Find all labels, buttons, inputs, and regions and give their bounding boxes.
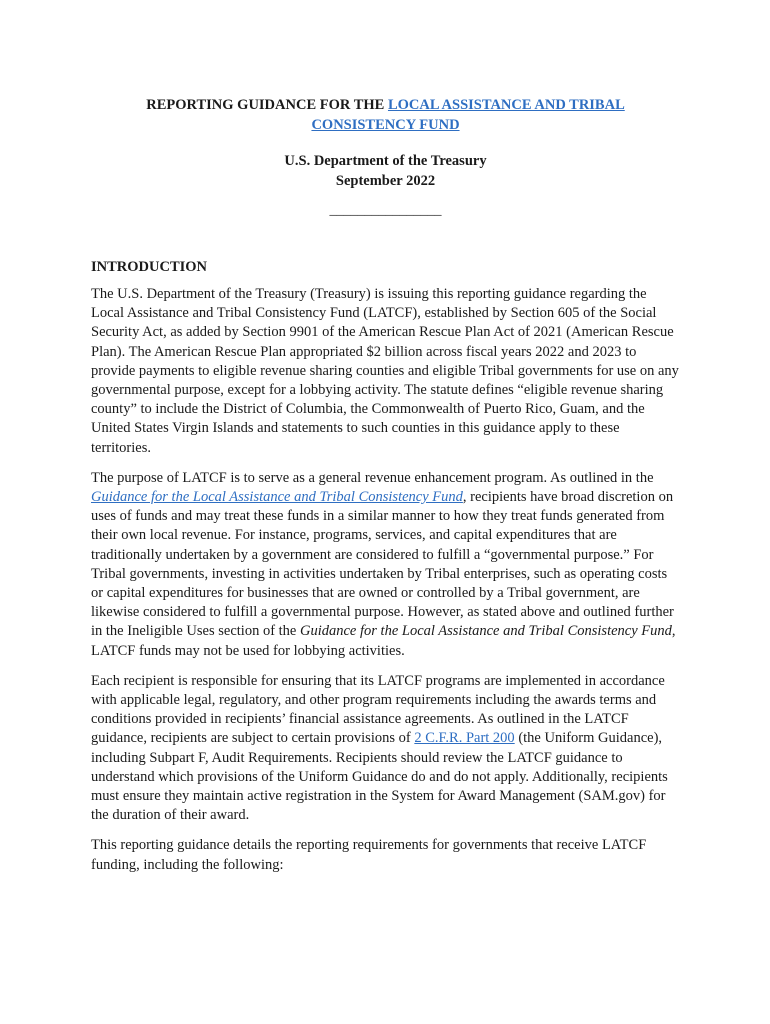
latcf-title-link-continued[interactable]: CONSISTENCY FUND bbox=[311, 117, 460, 133]
document-subtitle bbox=[91, 151, 680, 191]
p3-text-end: (the Uniform Guidance), including Subpart F, Audit Requirements. Recipients should review the LATCF guidance to understand which provisions of the Uniform Guidance do and do not apply. Additionally, recipients must ensure they maintain active registration in the System for Award Management (SAM.gov) for the duration of their award. bbox=[91, 730, 668, 824]
introduction-heading: INTRODUCTION bbox=[91, 259, 208, 275]
department-name: U.S. Department of the Treasury bbox=[284, 153, 487, 169]
p2-text-middle: , recipients have broad discretion on uses of funds and may treat these funds in a similar manner to how they treat funds generated from their own local revenue. For instance, programs, services, and capital expenditures that are traditionally undertaken by a government are considered to fulfill a “governmental purpose.” For Tribal governments, investing in activities undertaken by Tribal enterprises, such as operating costs or capital expenditures for businesses that are owned or controlled by a Tribal government, are likewise considered to fulfill a governmental purpose. However, as stated above and outlined further in the Ineligible Uses section of the bbox=[91, 489, 674, 640]
latcf-guidance-link[interactable] bbox=[91, 489, 463, 505]
intro-paragraph-2 bbox=[91, 469, 680, 661]
intro-paragraph-3 bbox=[91, 672, 680, 826]
intro-paragraph-1: The U.S. Department of the Treasury (Treasury) is issuing this reporting guidance regarding the Local Assistance and Tribal Consistency Fund (LATCF), established by Section 605 of the Social Security Act, as added by Section 9901 of the American Rescue Plan Act of 2021 (American Rescue Plan). The American Rescue Plan appropriated $2 billion across fiscal years 2022 and 2023 to provide payments to eligible revenue sharing counties and eligible Tribal governments for use on any governmental purpose, except for a lobbying activity. The statute defines “eligible revenue sharing county” to include the District of Columbia, the Commonwealth of Puerto Rico, Guam, and the United States Virgin Islands and statements to such counties in this guidance apply to these territories. bbox=[91, 286, 679, 456]
title-line-2 bbox=[91, 115, 680, 135]
title-prefix: REPORTING GUIDANCE FOR THE bbox=[146, 97, 388, 113]
cfr-part-200-link[interactable]: 2 C.F.R. Part 200 bbox=[414, 730, 515, 747]
intro-paragraph-4: This reporting guidance details the reporting requirements for governments that receive LATCF funding, including the following: bbox=[91, 837, 647, 873]
latcf-title-link[interactable]: LOCAL ASSISTANCE AND TRIBAL bbox=[387, 97, 625, 113]
p2-text-start: The purpose of LATCF is to serve as a general revenue enhancement program. As outlined in the bbox=[91, 469, 654, 486]
document-title bbox=[91, 95, 680, 135]
latcf-guidance-link-text: Guidance for the Local Assistance and Tribal Consistency Fund bbox=[91, 489, 463, 506]
p2-text-end: , LATCF funds may not be used for lobbying activities. bbox=[91, 623, 676, 659]
p3-text-start: Each recipient is responsible for ensuring that its LATCF programs are implemented in accordance with applicable legal, regulatory, and other program requirements including the awards terms and conditions provided in recipients’ financial assistance agreements. As outlined in the LATCF guidance, recipients are subject to certain provisions of bbox=[91, 672, 665, 747]
publication-date: September 2022 bbox=[335, 173, 436, 189]
title-line-1 bbox=[91, 95, 680, 115]
separator-rule: ________________ bbox=[329, 203, 442, 218]
p2-italic-guidance-title: Guidance for the Local Assistance and Tribal Consistency Fund bbox=[300, 623, 672, 640]
